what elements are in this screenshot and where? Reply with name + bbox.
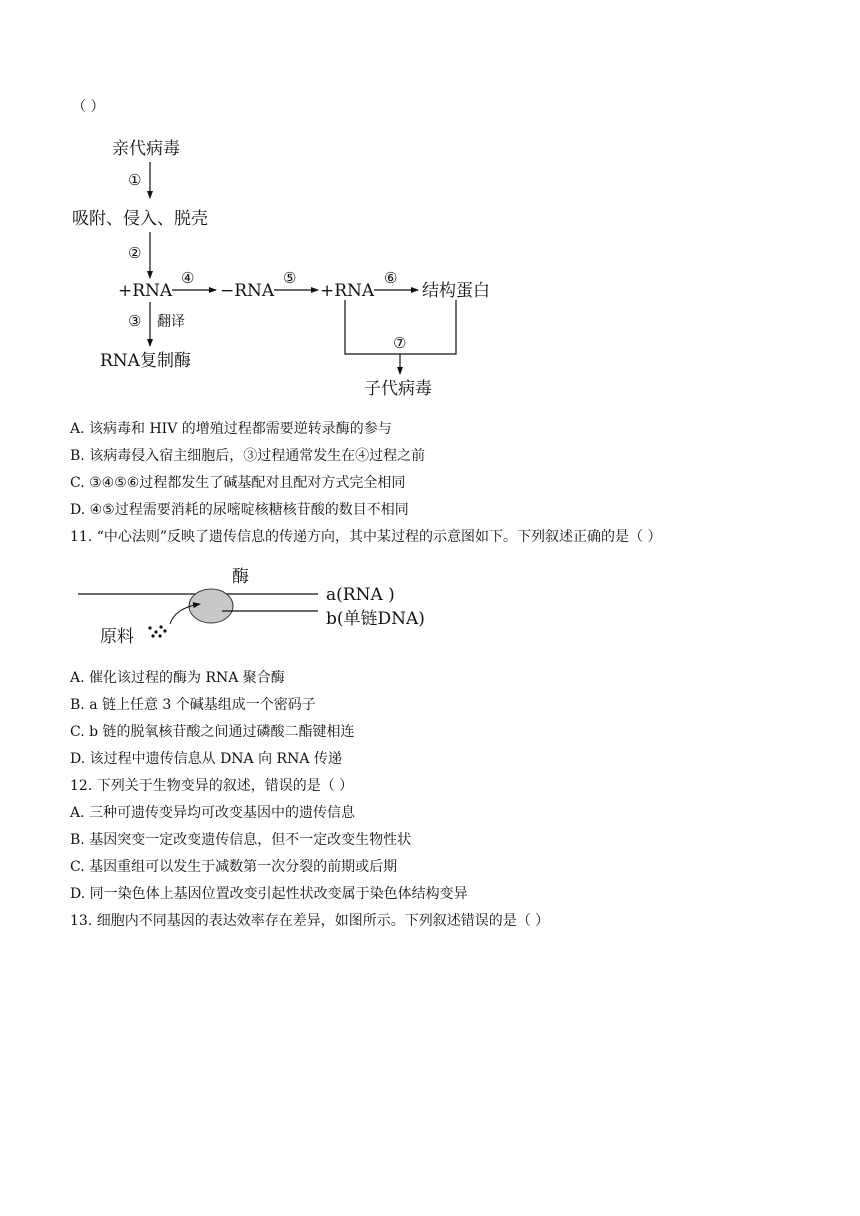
q12-option-d: D. 同一染色体上基因位置改变引起性状改变属于染色体结构变异 (70, 886, 468, 902)
step7-number: ⑦ (393, 334, 407, 352)
structural-protein-label: 结构蛋白 (422, 281, 490, 301)
step1-number: ① (128, 171, 142, 189)
step6-number: ⑥ (384, 269, 398, 287)
strand-a-label: a(RNA ) (326, 585, 395, 605)
q12-option-a: A. 三种可遗传变异均可改变基因中的遗传信息 (70, 805, 356, 821)
q12-option-b: B. 基因突变一定改变遗传信息，但不一定改变生物性状 (70, 832, 412, 848)
step3-number: ③ (128, 312, 142, 330)
q10-option-d: D. ④⑤过程需要消耗的尿嘧啶核糖核苷酸的数目不相同 (70, 502, 409, 518)
virus-replication-diagram (0, 130, 860, 420)
q10-answer-paren: （ ） (72, 99, 105, 115)
minus-rna-label: −RNA (220, 281, 275, 301)
step2-number: ② (128, 244, 142, 262)
q11-option-b: B. a 链上任意 3 个碱基组成一个密码子 (70, 697, 316, 713)
adsorb-invade-uncoat-label: 吸附、侵入、脱壳 (72, 209, 208, 229)
q11-stem: 11. “中心法则”反映了遗传信息的传递方向，其中某过程的示意图如下。下列叙述正确的是（ ） (70, 529, 662, 545)
q10-option-c: C. ③④⑤⑥过程都发生了碱基配对且配对方式完全相同 (70, 475, 406, 491)
strand-b-label: b(单链DNA) (326, 609, 425, 629)
q10-option-a: A. 该病毒和 HIV 的增殖过程都需要逆转录酶的参与 (70, 421, 392, 437)
q10-option-b: B. 该病毒侵入宿主细胞后，③过程通常发生在④过程之前 (70, 448, 426, 464)
q11-option-c: C. b 链的脱氧核苷酸之间通过磷酸二酯键相连 (70, 724, 355, 740)
enzyme-ellipse (189, 589, 233, 623)
plus-rna-2-label: +RNA (320, 281, 375, 301)
q12-stem: 12. 下列关于生物变异的叙述，错误的是（ ） (70, 778, 354, 794)
progeny-virus-label: 子代病毒 (364, 379, 432, 399)
q11-option-a: A. 催化该过程的酶为 RNA 聚合酶 (70, 670, 285, 686)
step4-number: ④ (181, 269, 195, 287)
step5-number: ⑤ (283, 269, 297, 287)
raw-material-label: 原料 (100, 627, 134, 647)
translate-label: 翻译 (157, 314, 185, 330)
raw-material-dots (148, 625, 166, 637)
plus-rna-1-label: +RNA (118, 281, 173, 301)
rna-replicase-label: RNA复制酶 (100, 351, 191, 371)
reverse-transcription-diagram (0, 558, 860, 658)
enzyme-label: 酶 (232, 567, 249, 587)
q13-stem: 13. 细胞内不同基因的表达效率存在差异，如图所示。下列叙述错误的是（ ） (70, 913, 550, 929)
q12-option-c: C. 基因重组可以发生于减数第一次分裂的前期或后期 (70, 859, 398, 875)
parent-virus-label: 亲代病毒 (112, 139, 180, 159)
q11-option-d: D. 该过程中遗传信息从 DNA 向 RNA 传递 (70, 751, 342, 767)
